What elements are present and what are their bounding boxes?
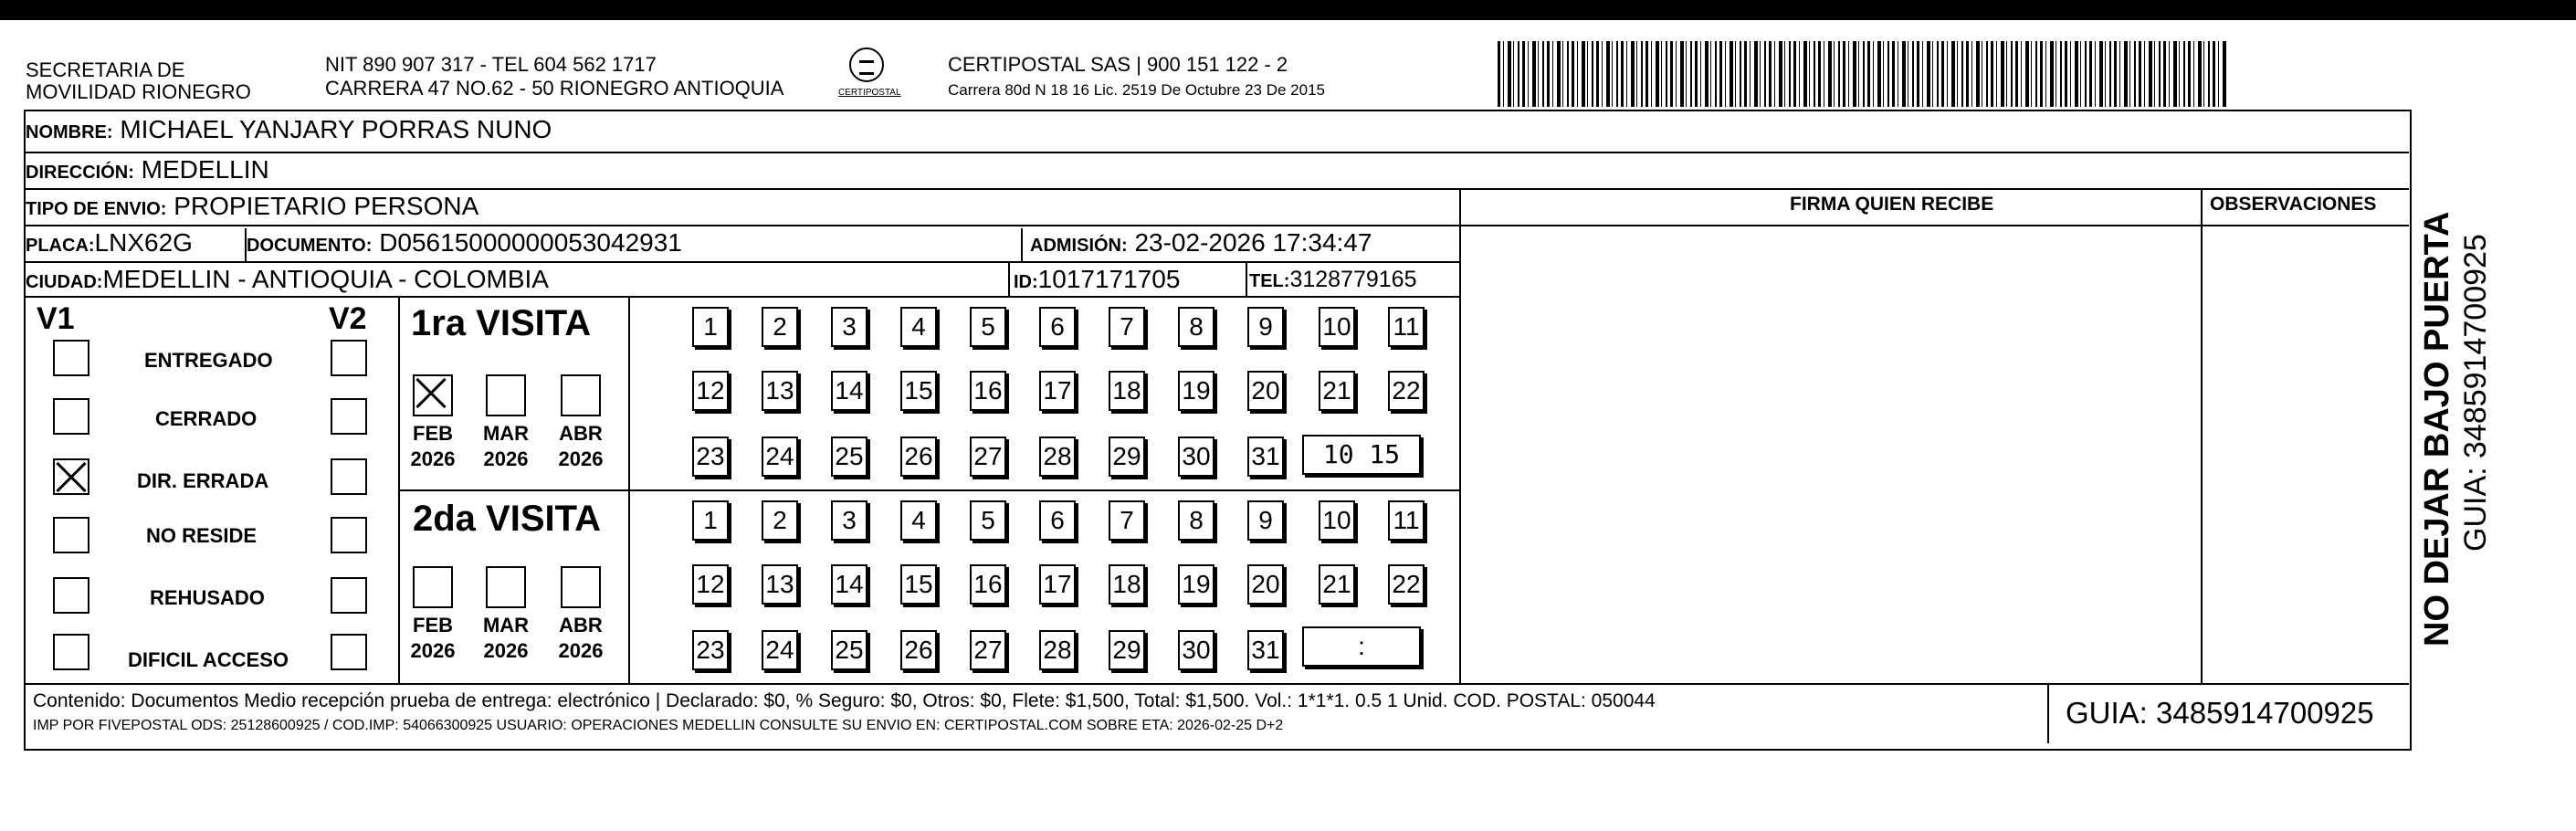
- sep-firma: [1459, 190, 1461, 683]
- visit2-day-7[interactable]: 7: [1109, 500, 1145, 541]
- v2-header: V2: [329, 301, 367, 336]
- visit1-day-4[interactable]: 4: [900, 307, 937, 347]
- visit1-day-31[interactable]: 31: [1247, 437, 1284, 477]
- v1-dificil-acceso-checkbox[interactable]: [53, 634, 89, 670]
- visit1-day-18[interactable]: 18: [1109, 371, 1145, 411]
- visit1-day-17[interactable]: 17: [1039, 371, 1076, 411]
- row-direccion: [26, 153, 2409, 190]
- visit2-day-19[interactable]: 19: [1178, 564, 1214, 605]
- visit2-day-25[interactable]: 25: [831, 630, 867, 670]
- visit1-day-23[interactable]: 23: [692, 437, 729, 477]
- visit1-year-mar: 2026: [483, 447, 529, 470]
- visit2-day-15[interactable]: 15: [900, 564, 937, 605]
- visit2-day-11[interactable]: 11: [1388, 500, 1425, 541]
- visit2-day-26[interactable]: 26: [900, 630, 937, 670]
- row-placa: [26, 226, 1459, 263]
- visit1-day-6[interactable]: 6: [1039, 307, 1076, 347]
- visit2-day-31[interactable]: 31: [1247, 630, 1284, 670]
- visit1-day-8[interactable]: 8: [1178, 307, 1214, 347]
- visit2-day-14[interactable]: 14: [831, 564, 867, 605]
- nit-line: NIT 890 907 317 - TEL 604 562 1717: [325, 53, 657, 76]
- documento-label: DOCUMENTO:: [247, 236, 373, 256]
- id-label: ID:: [1014, 272, 1038, 292]
- v2-dir-errada-checkbox[interactable]: [331, 458, 367, 495]
- logo-text: CERTIPOSTAL: [838, 88, 901, 98]
- v1-no-reside-checkbox[interactable]: [53, 517, 89, 553]
- visit2-day-22[interactable]: 22: [1388, 564, 1425, 605]
- visit1-day-9[interactable]: 9: [1247, 307, 1284, 347]
- sep-placa: [245, 228, 247, 263]
- visit1-day-1[interactable]: 1: [692, 307, 729, 347]
- visit2-month-abr: ABR: [559, 614, 603, 636]
- visit2-day-9[interactable]: 9: [1247, 500, 1284, 541]
- visit2-day-30[interactable]: 30: [1178, 630, 1214, 670]
- visit1-month-abr: ABR: [559, 422, 603, 445]
- status-dir-errada: DIR. ERRADA: [137, 469, 269, 492]
- visit1-day-27[interactable]: 27: [970, 437, 1006, 477]
- ciudad-value: MEDELLIN - ANTIOQUIA - COLOMBIA: [102, 265, 549, 293]
- visit1-day-12[interactable]: 12: [692, 371, 729, 411]
- visit1-year-abr: 2026: [558, 447, 604, 470]
- visit1-day-5[interactable]: 5: [970, 307, 1006, 347]
- visit1-day-3[interactable]: 3: [831, 307, 867, 347]
- company-line: CERTIPOSTAL SAS | 900 151 122 - 2: [948, 53, 1288, 76]
- visit2-year-feb: 2026: [410, 639, 456, 662]
- placa-label: PLACA:: [26, 236, 95, 256]
- visit2-day-17[interactable]: 17: [1039, 564, 1076, 605]
- footer-guia: GUIA: 3485914700925: [2066, 696, 2374, 730]
- visit1-day-13[interactable]: 13: [762, 371, 798, 411]
- v2-rehusado-checkbox[interactable]: [331, 577, 367, 614]
- v1-dir-errada-checkbox[interactable]: [53, 458, 89, 495]
- license-line: Carrera 80d N 18 16 Lic. 2519 De Octubre 23 De 2015: [948, 81, 1325, 99]
- row-ciudad: [26, 263, 1459, 298]
- visit2-day-5[interactable]: 5: [970, 500, 1006, 541]
- id-cell: [1014, 263, 1180, 299]
- entity-line1: SECRETARIA DE: [26, 58, 185, 81]
- side-guia: GUIA: 3485914700925: [2458, 234, 2493, 552]
- visit1-mar-checkbox[interactable]: [486, 374, 526, 416]
- status-rehusado: REHUSADO: [150, 586, 265, 609]
- visit2-month-mar: MAR: [482, 614, 530, 636]
- direccion-label: DIRECCIÓN:: [26, 163, 134, 183]
- entity-line2: MOVILIDAD RIONEGRO: [26, 80, 251, 103]
- visit1-day-14[interactable]: 14: [831, 371, 867, 411]
- admision-value: 23-02-2026 17:34:47: [1134, 228, 1372, 257]
- tipo-label: TIPO DE ENVIO:: [26, 199, 167, 219]
- visit2-day-13[interactable]: 13: [762, 564, 798, 605]
- row-nombre: [26, 113, 2409, 153]
- sep-id: [1008, 263, 1010, 298]
- v2-dificil-acceso-checkbox[interactable]: [331, 634, 367, 670]
- sep-observaciones: [2201, 190, 2203, 683]
- visit1-day-24[interactable]: 24: [762, 437, 798, 477]
- nombre-value: MICHAEL YANJARY PORRAS NUNO: [120, 115, 552, 143]
- documento-cell: [247, 226, 682, 262]
- visit2-mar-checkbox[interactable]: [486, 566, 526, 608]
- visit2-abr-checkbox[interactable]: [561, 566, 601, 608]
- barcode: [1498, 41, 2228, 107]
- visit2-day-24[interactable]: 24: [762, 630, 798, 670]
- visit1-day-21[interactable]: 21: [1319, 371, 1355, 411]
- visit2-title: 2da VISITA: [413, 499, 601, 539]
- visit2-year-abr: 2026: [558, 639, 604, 662]
- v2-entregado-checkbox[interactable]: [331, 340, 367, 376]
- visit1-time-box[interactable]: 10 15: [1302, 435, 1421, 475]
- tel-cell: [1249, 263, 1416, 298]
- visit2-day-6[interactable]: 6: [1039, 500, 1076, 541]
- firma-header: FIRMA QUIEN RECIBE: [1790, 194, 1994, 215]
- visit2-day-21[interactable]: 21: [1319, 564, 1355, 605]
- visit1-day-30[interactable]: 30: [1178, 437, 1214, 477]
- visit1-day-20[interactable]: 20: [1247, 371, 1284, 411]
- id-value: 1017171705: [1037, 265, 1181, 293]
- v1-entregado-checkbox[interactable]: [53, 340, 89, 376]
- address-line: CARRERA 47 NO.62 - 50 RIONEGRO ANTIOQUIA: [325, 77, 784, 100]
- visit1-day-19[interactable]: 19: [1178, 371, 1214, 411]
- visit2-day-27[interactable]: 27: [970, 630, 1006, 670]
- visit1-day-10[interactable]: 10: [1319, 307, 1355, 347]
- tel-value: 3128779165: [1289, 267, 1417, 292]
- sep-visit-rows: [398, 489, 1459, 491]
- visit2-day-8[interactable]: 8: [1178, 500, 1214, 541]
- placa-value: LNX62G: [94, 228, 193, 257]
- top-border-band: [0, 0, 2576, 20]
- visit2-day-3[interactable]: 3: [831, 500, 867, 541]
- visit1-day-2[interactable]: 2: [762, 307, 798, 347]
- nombre-label: NOMBRE:: [26, 122, 113, 142]
- footer-contenido: Contenido: Documentos Medio recepción prueba de entrega: electrónico | Declarado: $0, % Seguro: $0, Otros: $0, Flete: $1,500, Total: $1,500. Vol.: 1*1*1. 0.5 1 Unid. COD. POSTAL: 050044: [33, 690, 1656, 711]
- visit2-day-1[interactable]: 1: [692, 500, 729, 541]
- visit2-day-2[interactable]: 2: [762, 500, 798, 541]
- visit1-day-22[interactable]: 22: [1388, 371, 1425, 411]
- visit2-month-feb: FEB: [413, 614, 453, 636]
- visit2-day-20[interactable]: 20: [1247, 564, 1284, 605]
- tipo-value: PROPIETARIO PERSONA: [173, 192, 479, 220]
- admision-cell: [1030, 226, 1372, 262]
- visit1-day-15[interactable]: 15: [900, 371, 937, 411]
- documento-value: D05615000000053042931: [379, 228, 682, 257]
- visit2-day-12[interactable]: 12: [692, 564, 729, 605]
- v2-cerrado-checkbox[interactable]: [331, 398, 367, 435]
- ciudad-label: CIUDAD:: [26, 272, 103, 292]
- visit1-day-29[interactable]: 29: [1109, 437, 1145, 477]
- certipostal-logo-icon: [849, 47, 884, 82]
- visit1-feb-checkbox[interactable]: [413, 374, 453, 416]
- footer-top-line: [26, 683, 2409, 685]
- footer-imp: IMP POR FIVEPOSTAL ODS: 25128600925 / COD.IMP: 54066300925 USUARIO: OPERACIONES MEDELLIN CONSULTE SU ENVIO EN: CERTIPOSTAL.COM SOBRE ETA: 2026-02-25 D+2: [33, 718, 1284, 733]
- v1-rehusado-checkbox[interactable]: [53, 577, 89, 614]
- v1-cerrado-checkbox[interactable]: [53, 398, 89, 435]
- status-dificil-acceso: DIFICIL ACCESO: [128, 648, 289, 671]
- visit2-day-29[interactable]: 29: [1109, 630, 1145, 670]
- v2-no-reside-checkbox[interactable]: [331, 517, 367, 553]
- side-notice: NO DEJAR BAJO PUERTA: [2418, 211, 2456, 647]
- visit1-abr-checkbox[interactable]: [561, 374, 601, 416]
- status-cerrado: CERRADO: [155, 407, 258, 430]
- visit1-month-feb: FEB: [413, 422, 453, 445]
- v1-header: V1: [37, 301, 75, 336]
- visit2-day-23[interactable]: 23: [692, 630, 729, 670]
- visit1-day-25[interactable]: 25: [831, 437, 867, 477]
- visit2-year-mar: 2026: [483, 639, 529, 662]
- visit1-day-26[interactable]: 26: [900, 437, 937, 477]
- visit2-day-28[interactable]: 28: [1039, 630, 1076, 670]
- visit1-day-11[interactable]: 11: [1388, 307, 1425, 347]
- tel-label: TEL:: [1249, 271, 1290, 291]
- visit1-day-28[interactable]: 28: [1039, 437, 1076, 477]
- visit1-day-16[interactable]: 16: [970, 371, 1006, 411]
- visit2-day-10[interactable]: 10: [1319, 500, 1355, 541]
- visit2-feb-checkbox[interactable]: [413, 566, 453, 608]
- visit1-title: 1ra VISITA: [411, 303, 592, 343]
- visit2-day-4[interactable]: 4: [900, 500, 937, 541]
- status-no-reside: NO RESIDE: [146, 524, 258, 547]
- sep-tel: [1246, 263, 1247, 298]
- visit2-day-18[interactable]: 18: [1109, 564, 1145, 605]
- status-entregado: ENTREGADO: [144, 349, 273, 372]
- direccion-value: MEDELLIN: [141, 155, 269, 184]
- observaciones-header: OBSERVACIONES: [2210, 194, 2377, 215]
- visit1-month-mar: MAR: [482, 422, 530, 445]
- admision-label: ADMISIÓN:: [1030, 236, 1128, 256]
- sep-admision: [1021, 228, 1023, 263]
- visit2-day-16[interactable]: 16: [970, 564, 1006, 605]
- row-tipo: [26, 190, 2409, 226]
- visit1-year-feb: 2026: [410, 447, 456, 470]
- sep-footer-guia: [2047, 683, 2049, 743]
- visit1-day-7[interactable]: 7: [1109, 307, 1145, 347]
- visit2-time-box[interactable]: :: [1302, 626, 1421, 667]
